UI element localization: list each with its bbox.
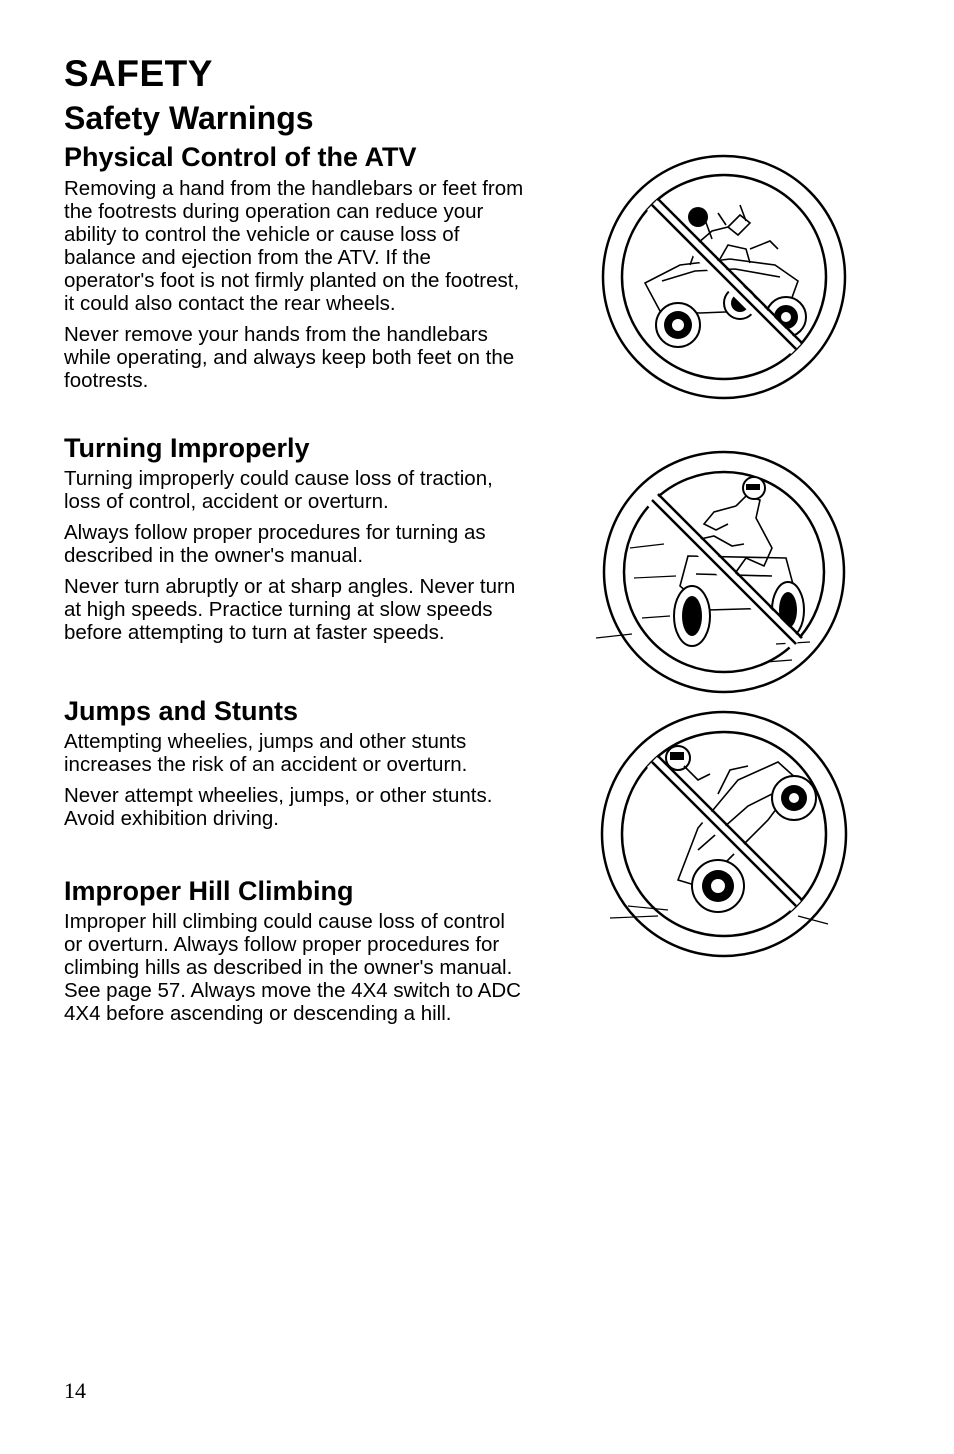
section-jumps-and-stunts	[64, 695, 524, 830]
paragraph: Improper hill climbing could cause loss of control or overturn. Always follow proper procedures for climbing hills as described in the owner's manual. See page 57. Always move the 4X4 switch to ADC 4X4 before ascending or descending a hill.	[64, 910, 521, 1025]
page-number: 14	[64, 1378, 86, 1403]
section-physical-control	[64, 141, 524, 392]
paragraph: Never turn abruptly or at sharp angles. Never turn at high speeds. Practice turning at slow speeds before attempting to turn at faster speeds.	[64, 575, 516, 644]
section-improper-hill-climbing	[64, 875, 524, 1025]
no-hands-off-handlebars-icon	[600, 153, 848, 401]
no-wheelies-icon	[598, 710, 850, 960]
paragraph: Never remove your hands from the handlebars while operating, and always keep both feet on the footrests.	[64, 323, 515, 392]
paragraph: Turning improperly could cause loss of traction, loss of control, accident or overturn.	[64, 467, 493, 513]
no-improper-turning-icon	[596, 448, 848, 696]
paragraph: Always follow proper procedures for turning as described in the owner's manual.	[64, 521, 486, 567]
section-heading: Improper Hill Climbing	[64, 876, 354, 906]
paragraph: Removing a hand from the handlebars or feet from the footrests during operation can reduce your ability to control the vehicle or cause loss of balance and ejection from the ATV. If the operator's foot is not firmly planted on the footrest, it could also contact the rear wheels.	[64, 177, 524, 315]
paragraph: Attempting wheelies, jumps and other stunts increases the risk of an accident or overturn.	[64, 730, 468, 776]
section-heading: Physical Control of the ATV	[64, 142, 417, 172]
section-title: Safety Warnings	[64, 100, 314, 136]
section-turning-improperly	[64, 432, 524, 644]
paragraph: Never attempt wheelies, jumps, or other stunts. Avoid exhibition driving.	[64, 784, 493, 830]
chapter-title: SAFETY	[64, 53, 213, 94]
section-heading: Turning Improperly	[64, 433, 310, 463]
section-heading: Jumps and Stunts	[64, 696, 299, 726]
